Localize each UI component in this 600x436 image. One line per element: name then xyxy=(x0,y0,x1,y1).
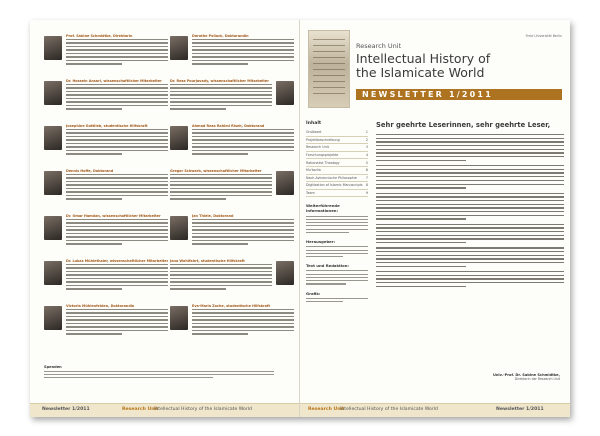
toc-item[interactable]: Team 9 xyxy=(306,190,368,198)
masthead-title: Intellectual History of the Islamicate World xyxy=(356,51,491,80)
footer-unit: Research Unit xyxy=(308,407,345,412)
paragraph xyxy=(376,134,564,161)
portrait-photo xyxy=(170,36,188,60)
newsletter-spread xyxy=(30,20,570,417)
team-member-bio xyxy=(170,124,294,167)
footer-unit: Research Unit xyxy=(122,407,159,412)
paragraph xyxy=(376,247,564,267)
team-member-bio xyxy=(44,124,168,167)
portrait-photo xyxy=(44,261,62,285)
team-member-bio xyxy=(44,214,168,257)
portrait-photo xyxy=(276,171,294,195)
paragraph xyxy=(376,193,564,220)
team-member-name: Dr. Lukas Mühlethaler, wissenschaftlicher Mitarbeiter xyxy=(66,259,168,263)
contact-heading: Spenden xyxy=(44,365,62,369)
paragraph xyxy=(376,165,564,188)
links-heading: Weiterführende Informationen: xyxy=(306,203,340,214)
toc-heading: Inhalt xyxy=(306,121,322,126)
toc-item[interactable]: Digitization of Islamic Manuscripts 8 xyxy=(306,182,368,190)
team-member-name: Victoria Mühlenfelden, Doktorandin xyxy=(66,304,135,308)
team-member-bio xyxy=(170,304,294,347)
portrait-photo xyxy=(44,306,62,330)
left-footer xyxy=(30,403,299,417)
team-member-bio xyxy=(170,169,294,212)
team-member-bio xyxy=(44,304,168,347)
team-member-bio xyxy=(170,259,294,302)
toc-item[interactable]: Projektbeschreibung 2 xyxy=(306,137,368,145)
team-member-name: Jana Wohlfahrt, studentische Hilfskraft xyxy=(170,259,245,263)
team-member-bio xyxy=(44,34,168,77)
right-page xyxy=(300,20,570,417)
university-logo: Freie Universität Berlin xyxy=(525,34,562,38)
portrait-photo xyxy=(276,81,294,105)
portrait-photo xyxy=(44,36,62,60)
editorial-text xyxy=(376,121,564,393)
team-member-name: Ahmad Reza Rahimi Riseh, Doktorand xyxy=(192,124,265,128)
team-member-name: Eva-Maria Zoche, studentische Hilfskraft xyxy=(192,304,271,308)
team-column-a xyxy=(44,34,168,349)
toc-item[interactable]: Rationalist Theology 5 xyxy=(306,159,368,167)
team-member-name: Dr. Reza Pourjavady, wissenschaftlicher Mitarbeiter xyxy=(170,79,269,83)
toc-item[interactable]: Nach-Avicennische Philosophie 7 xyxy=(306,175,368,183)
team-member-bio xyxy=(44,169,168,212)
footer-newsletter: Newsletter 1/2011 xyxy=(496,407,544,412)
contact-box xyxy=(44,365,286,395)
portrait-photo xyxy=(170,216,188,240)
paragraph xyxy=(376,271,564,287)
toc-item[interactable]: Research Unit 3 xyxy=(306,144,368,152)
publisher-heading: Herausgeber: xyxy=(306,239,336,245)
signature: Univ.-Prof. Dr. Sabine Schmidtke, Direktorin der Research Unit xyxy=(492,373,560,381)
portrait-photo xyxy=(44,171,62,195)
sidebar xyxy=(306,121,368,393)
team-member-bio xyxy=(170,79,294,122)
editorial-paragraphs xyxy=(376,134,564,287)
toc-item[interactable]: Mu'tazila 6 xyxy=(306,167,368,175)
masthead xyxy=(300,26,570,111)
team-member-bio xyxy=(44,259,168,302)
portrait-photo xyxy=(276,261,294,285)
toc-item[interactable]: Forschungsprojekte 4 xyxy=(306,152,368,160)
portrait-photo xyxy=(170,126,188,150)
team-member-name: Gregor Schwarb, wissenschaftlicher Mitarbeiter xyxy=(170,169,262,173)
team-member-bio xyxy=(44,79,168,122)
greeting-heading: Sehr geehrte Leserinnen, sehr geehrte Leser, xyxy=(376,121,551,129)
team-member-name: Jan Thiele, Doktorand xyxy=(192,214,234,218)
team-member-bio xyxy=(170,34,294,77)
portrait-photo xyxy=(44,81,62,105)
team-member-name: Dorothe Pollack, Doktorandin xyxy=(192,34,249,38)
team-member-name: Josephine Gottlieb, studentische Hilfskraft xyxy=(66,124,148,128)
paragraph xyxy=(376,224,564,244)
team-member-name: Dennis Hoffe, Doktorand xyxy=(66,169,114,173)
footer-title: Intellectual History of the Islamicate World xyxy=(154,407,252,412)
left-page xyxy=(30,20,300,417)
right-footer xyxy=(300,403,570,417)
footer-title: Intellectual History of the Islamicate World xyxy=(340,407,438,412)
toc-list xyxy=(306,129,368,197)
editor-heading: Text und Redaktion: xyxy=(306,263,349,269)
newsletter-bar: NEWSLETTER 1/2011 xyxy=(356,89,562,100)
portrait-photo xyxy=(170,306,188,330)
team-member-bio xyxy=(170,214,294,257)
portrait-photo xyxy=(44,126,62,150)
manuscript-image xyxy=(308,30,350,108)
team-member-name: Dr. Hossein Ansari, wissenschaftlicher Mitarbeiter xyxy=(66,79,162,83)
footer-newsletter: Newsletter 1/2011 xyxy=(42,407,90,412)
toc-item[interactable]: Grußwort 1 xyxy=(306,129,368,137)
research-unit-label: Research Unit xyxy=(356,42,402,50)
team-column-b xyxy=(170,34,294,349)
graphics-heading: Grafik: xyxy=(306,290,321,296)
portrait-photo xyxy=(44,216,62,240)
team-member-name: Prof. Sabine Schmidtke, Direktorin xyxy=(66,34,133,38)
team-member-name: Dr. Omar Hamdan, wissenschaftlicher Mitarbeiter xyxy=(66,214,161,218)
